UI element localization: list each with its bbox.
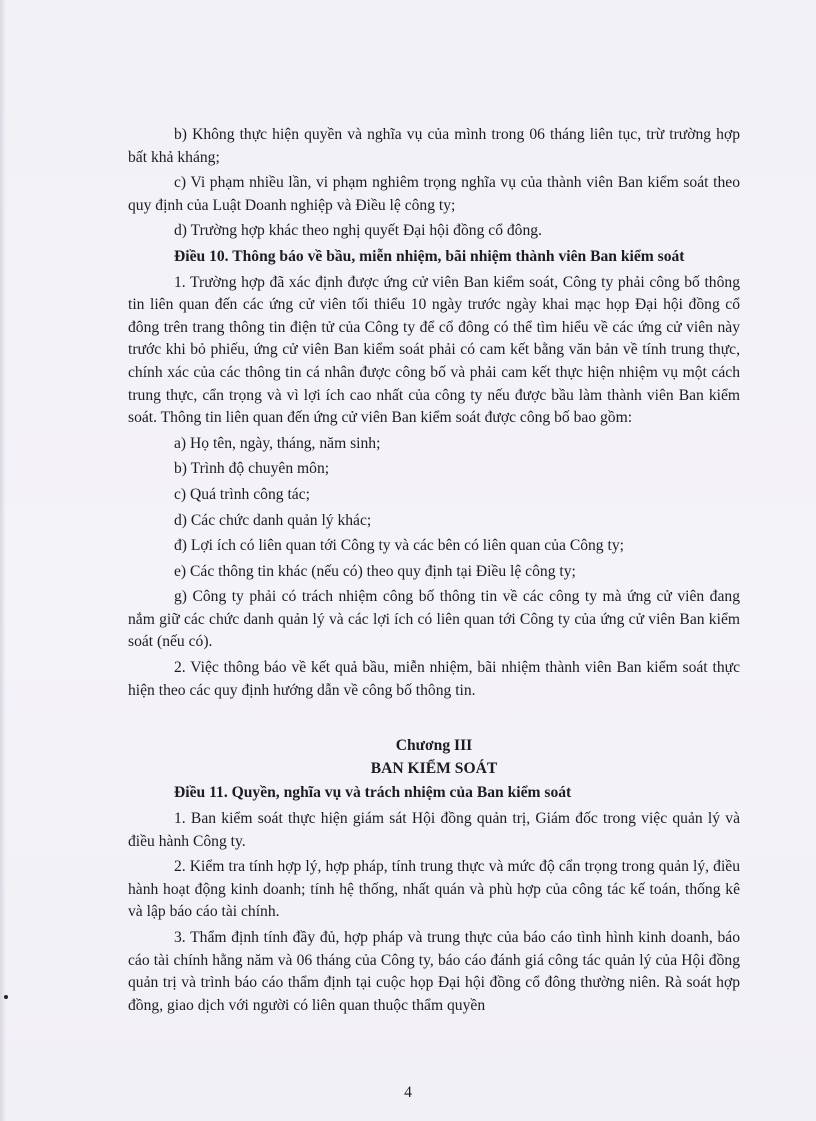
chapter-number: Chương III	[395, 737, 473, 755]
article-11-paragraph-2: 2. Kiểm tra tính hợp lý, hợp pháp, tính trung thực và mức độ cẩn trọng trong quản lý, điều hành hoạt động kinh doanh; tính hệ thống, nhất quán và phù hợp của công tác kế toán, thống kê và lập báo cáo tài chính.	[128, 858, 740, 921]
paragraph-top-b: b) Không thực hiện quyền và nghĩa vụ của mình trong 06 tháng liên tục, trừ trường hợp bất khả kháng;	[128, 126, 740, 166]
article-10-paragraph-1: 1. Trường hợp đã xác định được ứng cử viên Ban kiểm soát, Công ty phải công bố thông tin liên quan đến các ứng cử viên tối thiểu 10 ngày trước ngày khai mạc họp Đại hội đồng cổ đông trên trang thông tin điện tử của Công ty để cổ đông có thể tìm hiểu về các ứng cử viên này trước khi bỏ phiếu, ứng cử viên Ban kiểm soát phải có cam kết bằng văn bản về tính trung thực, chính xác của các thông tin cá nhân được công bố và phải cam kết thực hiện nhiệm vụ một cách trung thực, cẩn trọng và vì lợi ích cao nhất của công ty nếu được bầu làm thành viên Ban kiểm soát. Thông tin liên quan đến ứng cử viên Ban kiểm soát được công bố bao gồm:	[128, 273, 740, 427]
article-10-heading: Điều 10. Thông báo về bầu, miễn nhiệm, bãi nhiệm thành viên Ban kiểm soát	[174, 247, 685, 265]
article-10-paragraph-2: 2. Việc thông báo về kết quả bầu, miễn nhiệm, bãi nhiệm thành viên Ban kiểm soát thực hiện theo các quy định hướng dẫn về công bố thông tin.	[128, 659, 740, 699]
page-edge-shadow	[0, 0, 6, 1121]
page-number: 4	[404, 1084, 412, 1101]
article-10-item-a: a) Họ tên, ngày, tháng, năm sinh;	[174, 434, 381, 452]
article-10-item-d: d) Các chức danh quản lý khác;	[174, 511, 372, 529]
article-10-item-e: e) Các thông tin khác (nếu có) theo quy định tại Điều lệ công ty;	[174, 562, 576, 580]
article-11-paragraph-3: 3. Thẩm định tính đầy đủ, hợp pháp và trung thực của báo cáo tình hình kinh doanh, báo cáo tài chính hằng năm và 06 tháng của Công ty, báo cáo đánh giá công tác quản lý của Hội đồng quản trị và trình báo cáo thẩm định tại cuộc họp Đại hội đồng cổ đông thường niên. Rà soát hợp đồng, giao dịch với người có liên quan thuộc thẩm quyền	[128, 929, 740, 1014]
chapter-spacer	[128, 705, 740, 735]
article-10-item-dd: đ) Lợi ích có liên quan tới Công ty và các bên có liên quan của Công ty;	[174, 537, 624, 555]
document-body	[128, 124, 740, 1020]
article-10-item-g: g) Công ty phải có trách nhiệm công bố thông tin về các công ty mà ứng cử viên đang nắm giữ các chức danh quản lý và các lợi ích có liên quan tới Công ty của ứng cử viên Ban kiểm soát (nếu có).	[128, 588, 740, 651]
paragraph-top-d: d) Trường hợp khác theo nghị quyết Đại hội đồng cổ đông.	[174, 222, 542, 240]
scan-speck	[4, 995, 8, 999]
paragraph-top-c: c) Vi phạm nhiều lần, vi phạm nghiêm trọng nghĩa vụ của thành viên Ban kiểm soát theo quy định của Luật Doanh nghiệp và Điều lệ công ty;	[128, 174, 740, 214]
article-10-item-b: b) Trình độ chuyên môn;	[174, 460, 330, 478]
article-11-heading: Điều 11. Quyền, nghĩa vụ và trách nhiệm của Ban kiểm soát	[174, 784, 572, 802]
article-10-item-c: c) Quá trình công tác;	[174, 485, 310, 503]
article-11-paragraph-1: 1. Ban kiểm soát thực hiện giám sát Hội đồng quản trị, Giám đốc trong việc quản lý và điều hành Công ty.	[128, 810, 740, 850]
chapter-title: BAN KIỂM SOÁT	[370, 759, 498, 777]
